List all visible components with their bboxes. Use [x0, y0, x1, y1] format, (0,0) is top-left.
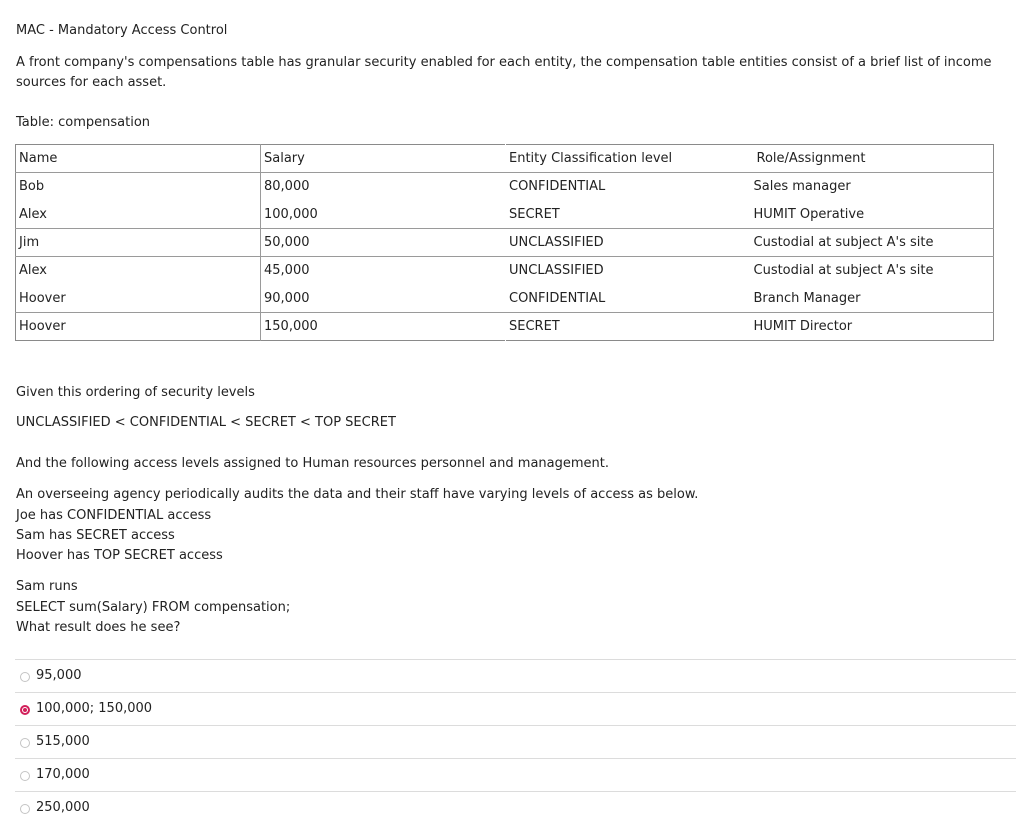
question-title: MAC - Mandatory Access Control — [16, 23, 228, 38]
table-header-row — [16, 145, 994, 173]
cell-salary: 90,000 — [261, 285, 506, 313]
cell-role: HUMIT Director — [753, 319, 853, 334]
column-header-classification: Entity Classification level — [506, 145, 751, 173]
answer-option-label: 170,000 — [36, 767, 90, 782]
audit-intro: An overseeing agency periodically audits the data and their staff have varying levels of access as below. — [16, 487, 699, 502]
table-row — [16, 229, 994, 257]
answer-option-label: 95,000 — [36, 668, 82, 683]
radio-button[interactable] — [20, 738, 30, 748]
security-ordering: UNCLASSIFIED < CONFIDENTIAL < SECRET < TOP SECRET — [16, 415, 396, 430]
cell-name: Jim — [16, 229, 261, 257]
sam-runs: Sam runs — [16, 579, 78, 594]
cell-role: Custodial at subject A's site — [753, 263, 934, 279]
column-header-salary: Salary — [261, 145, 506, 173]
answer-options — [15, 659, 1016, 824]
joe-access: Joe has CONFIDENTIAL access — [16, 508, 212, 523]
hoover-access: Hoover has TOP SECRET access — [16, 548, 223, 563]
table-row — [16, 201, 994, 229]
radio-button[interactable] — [20, 804, 30, 814]
ordering-intro: Given this ordering of security levels — [16, 385, 255, 400]
table-row — [16, 257, 994, 285]
cell-classification: CONFIDENTIAL — [509, 179, 606, 195]
answer-option-label: 100,000; 150,000 — [36, 701, 153, 716]
sam-access: Sam has SECRET access — [16, 528, 175, 543]
radio-button[interactable] — [20, 771, 30, 781]
table-caption: Table: compensation — [16, 115, 151, 130]
radio-button[interactable] — [20, 705, 30, 715]
table-row — [16, 173, 994, 201]
answer-option[interactable] — [15, 659, 1016, 692]
cell-salary: 150,000 — [261, 313, 506, 341]
cell-classification: UNCLASSIFIED — [506, 229, 751, 257]
cell-name: Hoover — [16, 313, 261, 341]
cell-name: Hoover — [16, 285, 261, 313]
question-intro: A front company's compensations table has granular security enabled for each entity, the compensation table entities consist of a brief list of income sources for each asset. — [16, 55, 992, 90]
cell-salary: 45,000 — [261, 257, 506, 285]
cell-salary: 50,000 — [261, 229, 506, 257]
table-row — [16, 313, 994, 341]
cell-classification: CONFIDENTIAL — [506, 285, 751, 313]
answer-option-label: 515,000 — [36, 734, 90, 749]
cell-name: Bob — [16, 173, 261, 201]
column-header-role: Role/Assignment — [751, 145, 994, 173]
cell-classification: SECRET — [506, 201, 751, 229]
cell-role: Branch Manager — [751, 285, 994, 313]
answer-option[interactable] — [15, 692, 1016, 725]
cell-salary: 100,000 — [261, 201, 506, 229]
cell-role: Custodial at subject A's site — [751, 229, 994, 257]
cell-role: HUMIT Operative — [751, 201, 994, 229]
answer-option[interactable] — [15, 791, 1016, 824]
radio-button[interactable] — [20, 672, 30, 682]
cell-classification: SECRET — [509, 319, 560, 334]
cell-name: Alex — [16, 257, 261, 285]
answer-option[interactable] — [15, 758, 1016, 791]
answer-option-label: 250,000 — [36, 800, 90, 815]
sql-query: SELECT sum(Salary) FROM compensation; — [16, 600, 291, 615]
table-row — [16, 285, 994, 313]
cell-name: Alex — [16, 201, 261, 229]
compensation-table — [15, 144, 994, 341]
answer-option[interactable] — [15, 725, 1016, 758]
question-prompt: What result does he see? — [16, 620, 181, 635]
cell-salary: 80,000 — [261, 173, 506, 201]
cell-classification: UNCLASSIFIED — [509, 263, 604, 279]
access-intro: And the following access levels assigned to Human resources personnel and management. — [16, 456, 609, 471]
column-header-name: Name — [16, 145, 261, 173]
cell-role: Sales manager — [753, 179, 851, 195]
